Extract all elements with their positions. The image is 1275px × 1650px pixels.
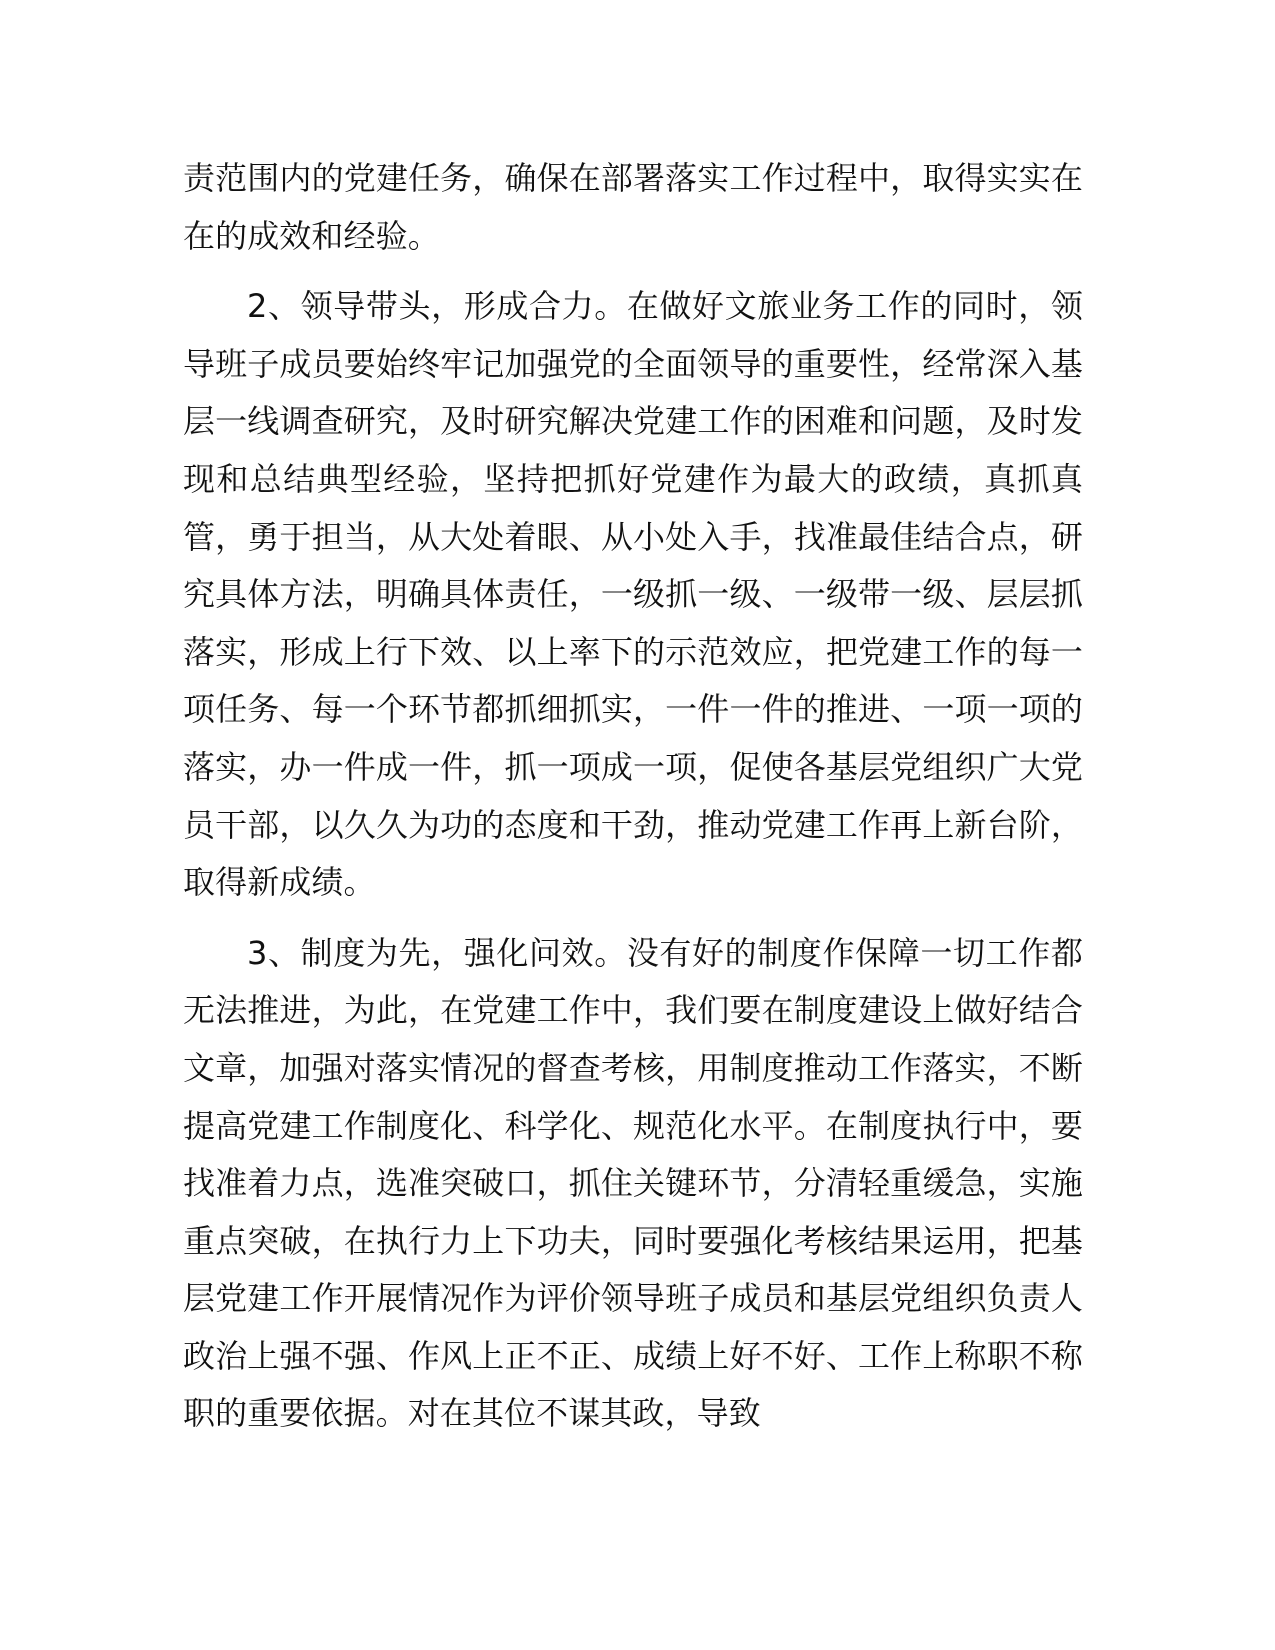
paragraph-leadership: 2、领导带头，形成合力。在做好文旅业务工作的同时，领导班子成员要始终牢记加强党的全面领导的重要性，经常深入基层一线调查研究，及时研究解决党建工作的困难和问题，及时发现和总结典型经验，坚持把抓好党建作为最大的政绩，真抓真管，勇于担当，从大处着眼、从小处入手，找准最佳结合点，研究具体方法，明确具体责任，一级抓一级、一级带一级、层层抓落实，形成上行下效、以上率下的示范效应，把党建工作的每一项任务、每一个环节都抓细抓实，一件一件的推进、一项一项的落实，办一件成一件，抓一项成一项，促使各基层党组织广大党员干部，以久久为功的态度和干劲，推动党建工作再上新台阶，取得新成绩。 [183, 287, 1083, 902]
body-text [183, 150, 1083, 1443]
paragraph-system: 3、制度为先，强化问效。没有好的制度作保障一切工作都无法推进，为此，在党建工作中，我们要在制度建设上做好结合文章，加强对落实情况的督查考核，用制度推动工作落实，不断提高党建工作制度化、科学化、规范化水平。在制度执行中，要找准着力点，选准突破口，抓住关键环节，分清轻重缓急，实施重点突破，在执行力上下功夫，同时要强化考核结果运用，把基层党建工作开展情况作为评价领导班子成员和基层党组织负责人政治上强不强、作风上正不正、成绩上好不好、工作上称职不称职的重要依据。对在其位不谋其政，导致 [183, 933, 1083, 1433]
paragraph-continuation: 责范围内的党建任务，确保在部署落实工作过程中，取得实实在在的成效和经验。 [183, 159, 1083, 255]
